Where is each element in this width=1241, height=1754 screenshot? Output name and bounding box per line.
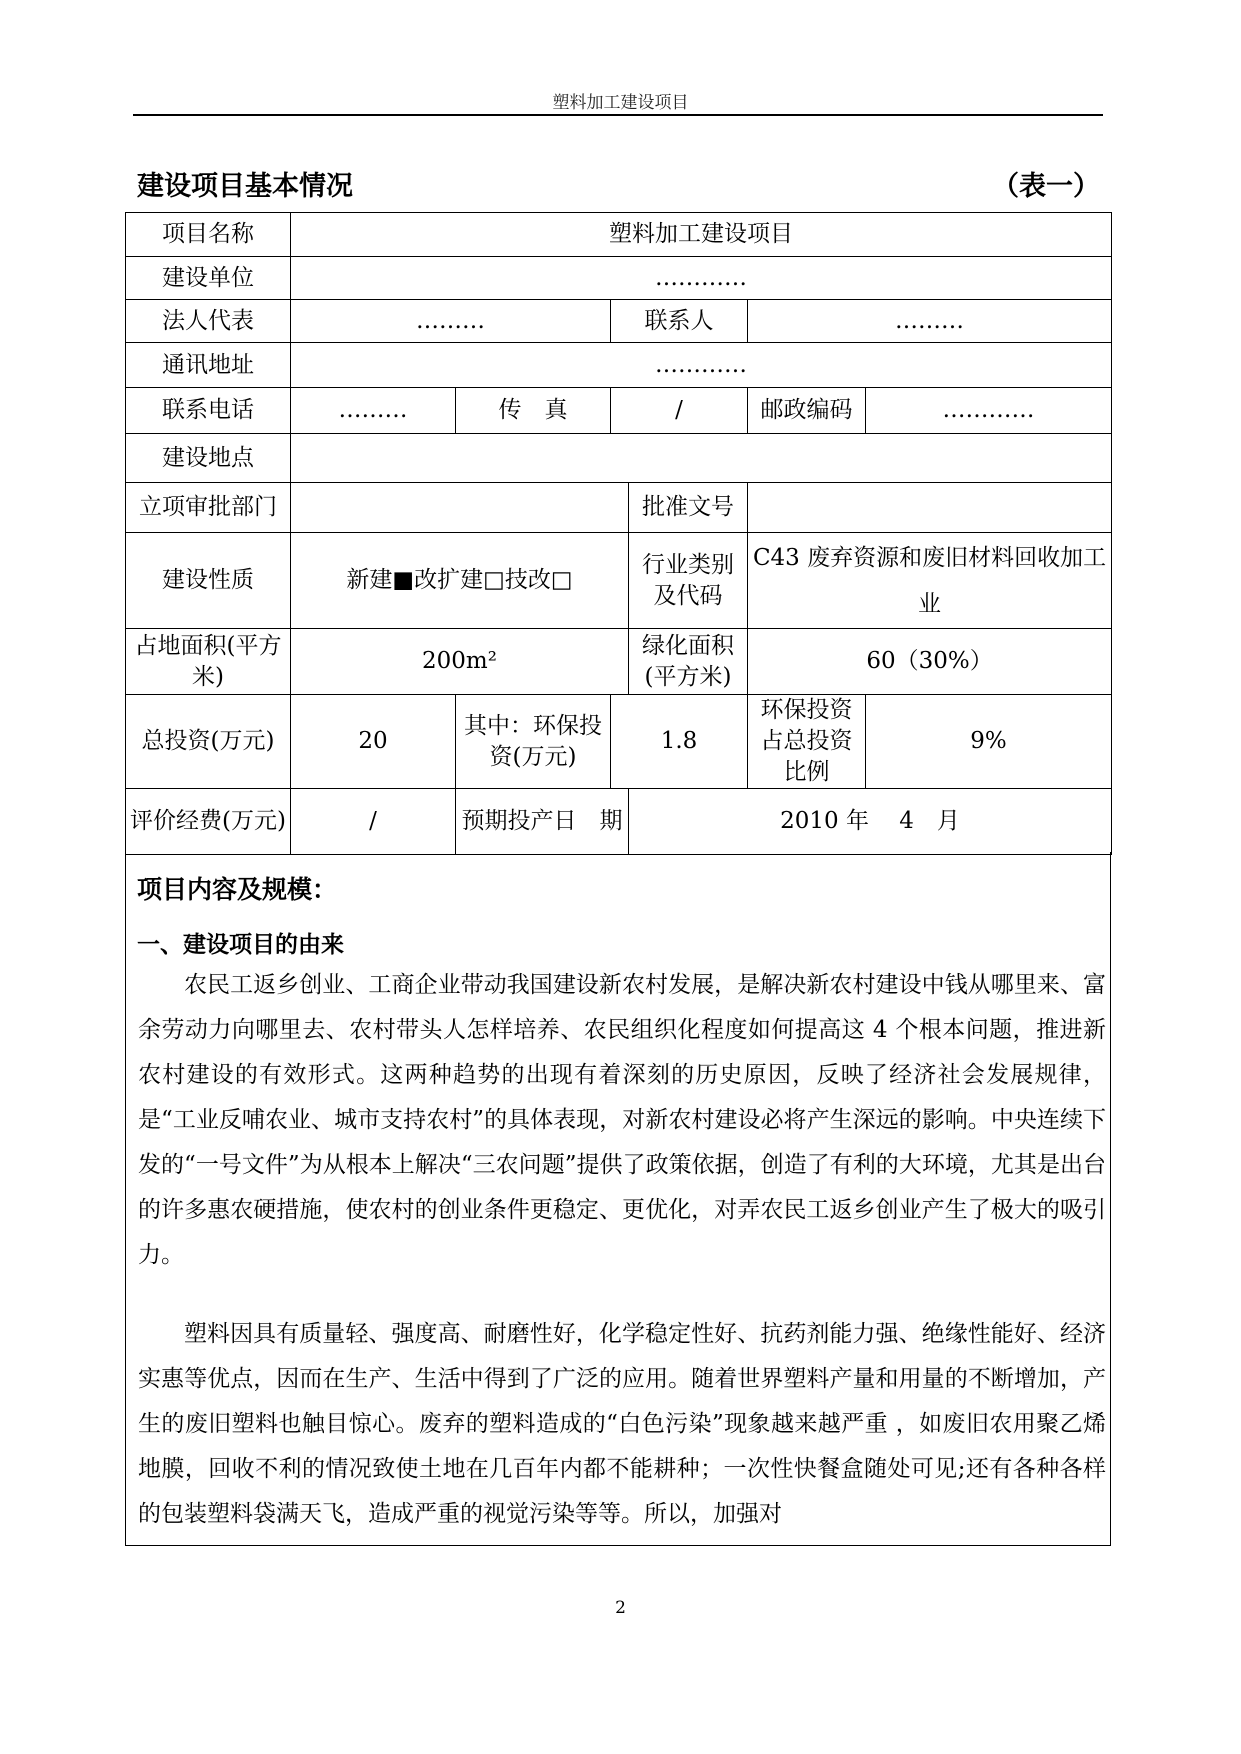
eval-fee-value: / — [291, 789, 456, 855]
contact-value: ……… — [748, 300, 1112, 343]
nature-value: 新建■改扩建□技改□ — [291, 533, 629, 629]
start-date-label: 预期投产日 期 — [456, 789, 629, 855]
table-number: （表一） — [992, 171, 1100, 202]
section-title: 建设项目基本情况 — [137, 171, 353, 202]
industry-value: C43 废弃资源和废旧材料回收加工业 — [748, 533, 1112, 629]
land-area-label: 占地面积(平方米) — [126, 629, 291, 695]
address-label: 通讯地址 — [126, 343, 291, 388]
builder-label: 建设单位 — [126, 257, 291, 300]
start-date-value: 2010 年 4 月 — [629, 789, 1112, 855]
project-name-value: 塑料加工建设项目 — [291, 213, 1112, 257]
project-info-table — [125, 212, 1112, 855]
green-area-value: 60（30%） — [748, 629, 1112, 695]
nature-label: 建设性质 — [126, 533, 291, 629]
postcode-label: 邮政编码 — [748, 388, 866, 434]
header-rule — [133, 114, 1103, 116]
approval-no-label: 批准文号 — [629, 483, 748, 533]
phone-value: ……… — [291, 388, 456, 434]
page-number: 2 — [615, 1598, 626, 1618]
approval-dept-value — [291, 483, 629, 533]
approval-dept-label: 立项审批部门 — [126, 483, 291, 533]
paragraph-plastics: 塑料因具有质量轻、强度高、耐磨性好，化学稳定性好、抗药剂能力强、绝缘性能好、经济实惠等优点，因而在生产、生活中得到了广泛的应用。随着世界塑料产量和用量的不断增加，产生的废旧塑料也触目惊心。废弃的塑料造成的“白色污染”现象越来越严重 ，如废旧农用聚乙烯地膜，回收不利的情况致使土地在几百年内都不能耕种；一次性快餐盒随处可见;还有各种各样的包装塑料袋满天飞，造成严重的视觉污染等等。所以，加强对 — [138, 1321, 1106, 1527]
industry-label: 行业类别及代码 — [629, 533, 748, 629]
env-ratio-label: 环保投资占总投资比例 — [748, 695, 866, 789]
content-title: 项目内容及规模： — [137, 875, 338, 904]
phone-label: 联系电话 — [126, 388, 291, 434]
fax-label: 传 真 — [456, 388, 611, 434]
env-invest-label: 其中：环保投资(万元) — [456, 695, 611, 789]
running-header: 塑料加工建设项目 — [552, 93, 689, 113]
content-subtitle: 一、建设项目的由来 — [137, 931, 344, 958]
fax-value: / — [611, 388, 748, 434]
site-label: 建设地点 — [126, 434, 291, 483]
address-value: ………… — [291, 343, 1112, 388]
green-area-label: 绿化面积(平方米) — [629, 629, 748, 695]
project-content-box — [125, 852, 1111, 1546]
env-ratio-value: 9% — [866, 695, 1112, 789]
eval-fee-label: 评价经费(万元) — [126, 789, 291, 855]
paragraph-origin: 农民工返乡创业、工商企业带动我国建设新农村发展，是解决新农村建设中钱从哪里来、富余劳动力向哪里去、农村带头人怎样培养、农民组织化程度如何提高这 4 个根本问题，推进新农村建设的有效形式。这两种趋势的出现有着深刻的历史原因，反映了经济社会发展规律，是“工业反哺农业、城市支持农村”的具体表现，对新农村建设必将产生深远的影响。中央连续下发的“一号文件”为从根本上解决“三农问题”提供了政策依据，创造了有利的大环境，尤其是出台的许多惠农硬措施，使农村的创业条件更稳定、更优化，对弄农民工返乡创业产生了极大的吸引力。 — [138, 972, 1106, 1268]
contact-label: 联系人 — [611, 300, 748, 343]
legal-rep-label: 法人代表 — [126, 300, 291, 343]
approval-no-value — [748, 483, 1112, 533]
legal-rep-value: ……… — [291, 300, 611, 343]
land-area-value: 200m² — [291, 629, 629, 695]
builder-value: ………… — [291, 257, 1112, 300]
postcode-value: ………… — [866, 388, 1112, 434]
env-invest-value: 1.8 — [611, 695, 748, 789]
site-value — [291, 434, 1112, 483]
total-invest-value: 20 — [291, 695, 456, 789]
project-name-label: 项目名称 — [126, 213, 291, 257]
total-invest-label: 总投资(万元) — [126, 695, 291, 789]
